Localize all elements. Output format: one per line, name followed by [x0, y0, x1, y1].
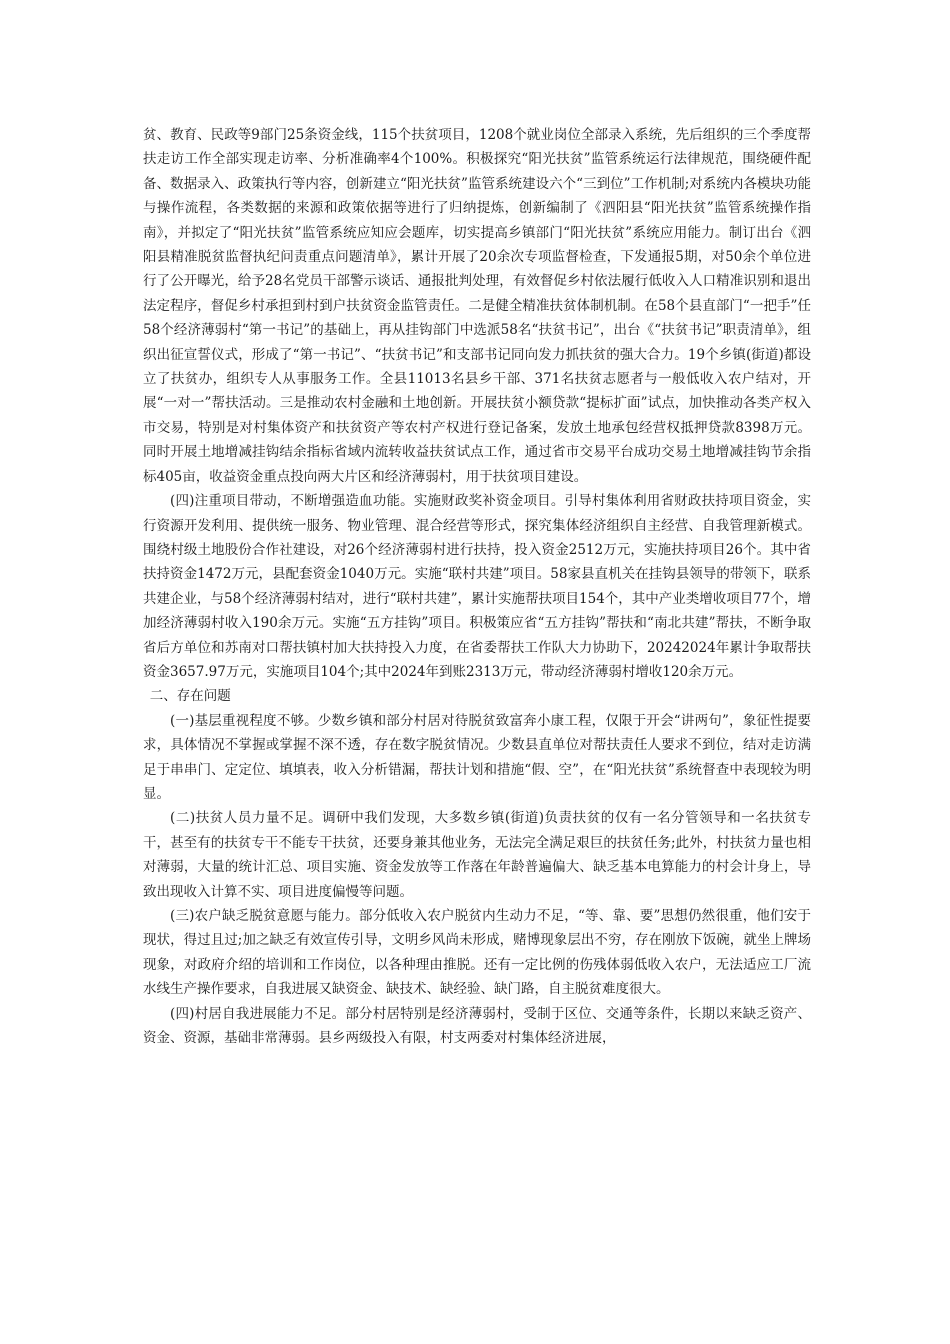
body-paragraph-1: 贫、教育、民政等9部门25条资金线，115个扶贫项目，1208个就业岗位全部录入系统，先后组织的三个季度帮扶走访工作全部实现走访率、分析准确率4个100%。积极探究“阳光扶贫”监管系统运行法律规范，围绕硬件配备、数据录入、政策执行等内容，创新建立“阳光扶贫”监管系统建设六个“三到位”工作机制;对系统内各模块功能与操作流程，各类数据的来源和政策依据等进行了归纳提炼，创新编制了《泗阳县“阳光扶贫”监管系统操作指南》，并拟定了“阳光扶贫”监管系统应知应会题库，切实提高乡镇部门“阳光扶贫”系统应用能力。制订出台《泗阳县精准脱贫监督执纪问责重点问题清单》，累计开展了20余次专项监督检查，下发通报5期，对50余个单位进行了公开曝光，给予28名党员干部警示谈话、通报批判处理，有效督促乡村依法履行低收入人口精准识别和退出法定程序，督促乡村承担到村到户扶贫资金监管责任。二是健全精准扶贫体制机制。在58个县直部门“一把手”任58个经济薄弱村“第一书记”的基础上，再从挂钩部门中选派58名“扶贫书记”，出台《“扶贫书记”职责清单》，组织出征宣誓仪式，形成了“第一书记”、“扶贫书记”和支部书记同向发力抓扶贫的强大合力。19个乡镇(街道)都设立了扶贫办，组织专人从事服务工作。全县11013名县乡干部、371名扶贫志愿者与一般低收入农户结对，开展“一对一”帮扶活动。三是推动农村金融和土地创新。开展扶贫小额贷款“提标扩面”试点，加快推动各类产权入市交易，特别是对村集体资产和扶贫资产等农村产权进行登记备案，发放土地承包经营权抵押贷款8398万元。同时开展土地增减挂钩结余指标省域内流转收益扶贫试点工作，通过省市交易平台成功交易土地增减挂钩节余指标405亩，收益资金重点投向两大片区和经济薄弱村，用于扶贫项目建设。: [143, 127, 811, 485]
body-paragraph-2: (四)注重项目带动，不断增强造血功能。实施财政奖补资金项目。引导村集体利用省财政扶持项目资金，实行资源开发利用、提供统一服务、物业管理、混合经营等形式，探究集体经济组织自主经营、自我管理新模式。围绕村级土地股份合作社建设，对26个经济薄弱村进行扶持，投入资金2512万元，实施扶持项目26个。其中省扶持资金1472万元，县配套资金1040万元。实施“联村共建”项目。58家县直机关在挂钩县领导的带领下，联系共建企业，与58个经济薄弱村结对，进行“联村共建”，累计实施帮扶项目154个，其中产业类增收项目77个，增加经济薄弱村收入190余万元。实施“五方挂钩”项目。积极策应省“五方挂钩”帮扶和“南北共建”帮扶，不断争取省后方单位和苏南对口帮扶镇村加大扶持投入力度，在省委帮扶工作队大力协助下，20242024年累计争取帮扶资金3657.97万元，实施项目104个;其中2024年到账2313万元，带动经济薄弱村增收120余万元。: [143, 493, 811, 680]
body-paragraph-6: (四)村居自我进展能力不足。部分村居特别是经济薄弱村，受制于区位、交通等条件，长期以来缺乏资产、资金、资源，基础非常薄弱。县乡两级投入有限，村支两委对村集体经济进展，: [143, 1005, 811, 1047]
body-paragraph-5: (三)农户缺乏脱贫意愿与能力。部分低收入农户脱贫内生动力不足，“等、靠、要”思想仍然很重，他们安于现状，得过且过;加之缺乏有效宣传引导，文明乡风尚未形成，赌博现象层出不穷，存在刚放下饭碗，就坐上牌场现象，对政府介绍的培训和工作岗位，以各种理由推脱。还有一定比例的伤残体弱低收入农户，无法适应工厂流水线生产操作要求，自我进展又缺资金、缺技术、缺经验、缺门路，自主脱贫难度很大。: [143, 908, 811, 998]
body-paragraph-4: (二)扶贫人员力量不足。调研中我们发现，大多数乡镇(街道)负责扶贫的仅有一名分管领导和一名扶贫专干，甚至有的扶贫专干不能专干扶贫，还要身兼其他业务，无法完全满足艰巨的扶贫任务;此外，村扶贫力量也相对薄弱，大量的统计汇总、项目实施、资金发放等工作落在年龄普遍偏大、缺乏基本电算能力的村会计身上，导致出现收入计算不实、项目进度偏慢等问题。: [143, 810, 811, 900]
document-body: [143, 123, 811, 1050]
body-paragraph-3: (一)基层重视程度不够。少数乡镇和部分村居对待脱贫致富奔小康工程，仅限于开会“讲两句”，象征性提要求，具体情况不掌握或掌握不深不透，存在数字脱贫情况。少数县直单位对帮扶责任人要求不到位，结对走访满足于串串门、定定位、填填表，收入分析错漏，帮扶计划和措施“假、空”，在“阳光扶贫”系统督查中表现较为明显。: [143, 712, 811, 802]
section-heading-problems: 二、存在问题: [149, 688, 231, 705]
